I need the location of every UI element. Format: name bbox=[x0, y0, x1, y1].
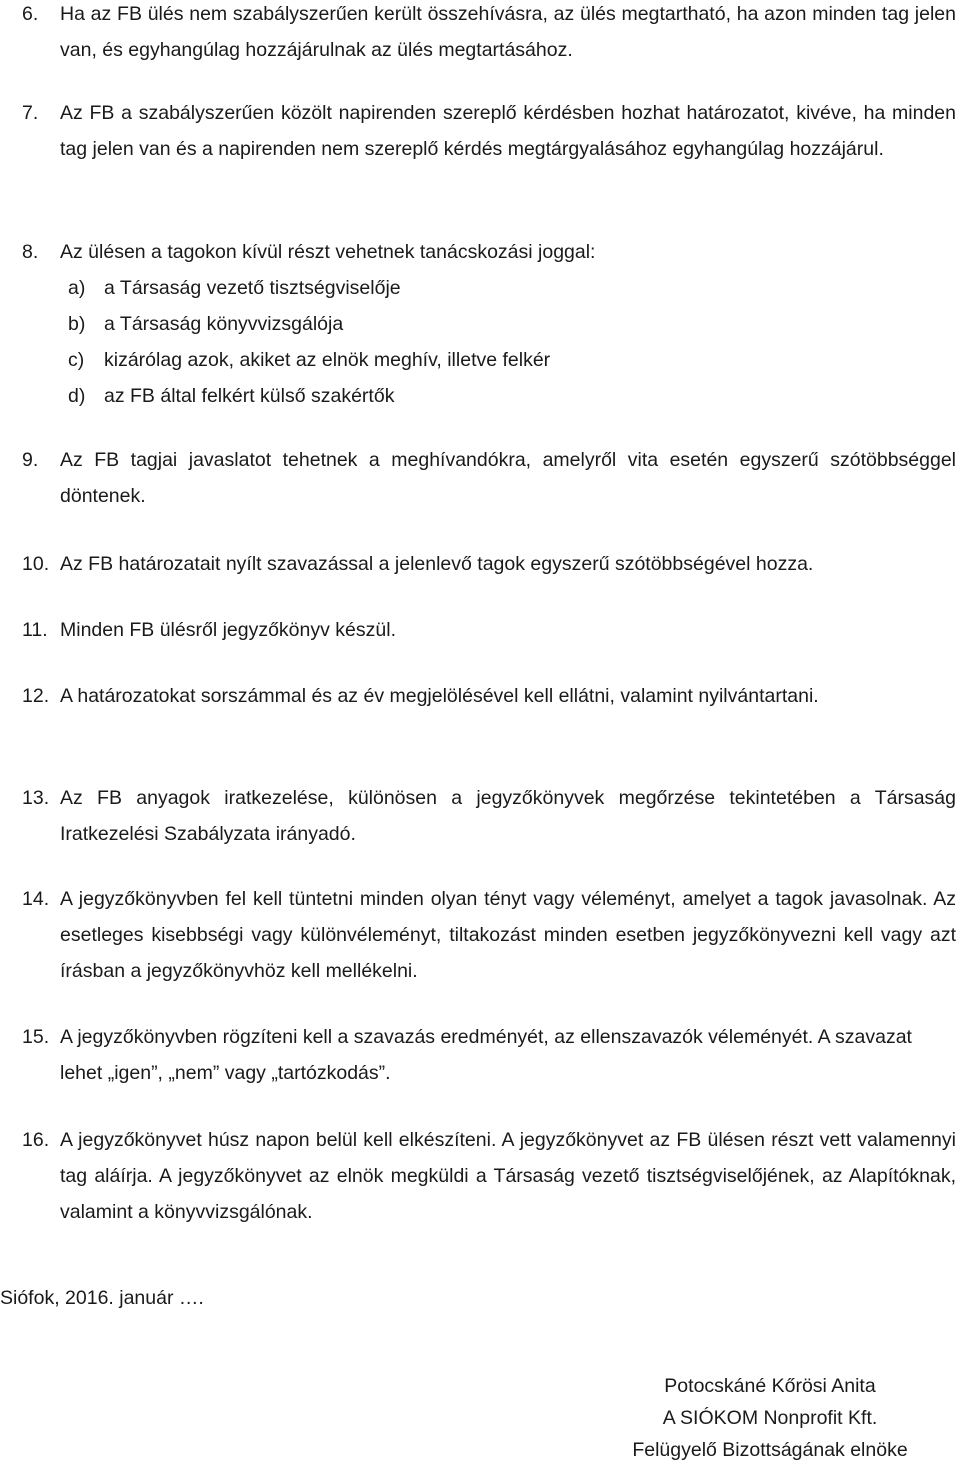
sub-item-text: a Társaság könyvvizsgálója bbox=[104, 313, 344, 335]
item-number: 13. bbox=[22, 787, 50, 809]
signature-block bbox=[600, 1370, 940, 1466]
list-item-8 bbox=[22, 234, 956, 414]
list-item-7 bbox=[22, 95, 956, 167]
sub-item-text: a Társaság vezető tisztségviselője bbox=[104, 277, 401, 299]
sub-item-a bbox=[60, 270, 956, 306]
list-item-9 bbox=[22, 442, 956, 514]
sub-item-text: az FB által felkért külső szakértők bbox=[104, 385, 395, 407]
sub-item-letter: a) bbox=[68, 277, 86, 299]
item-number: 6. bbox=[22, 3, 39, 25]
list-item-11 bbox=[22, 612, 956, 648]
item-number: 15. bbox=[22, 1026, 50, 1048]
item-text: Ha az FB ülés nem szabályszerűen került összehívásra, az ülés megtartható, ha azon minden tag jelen van, és egyhangúlag hozzájárulnak az ülés megtartásához. bbox=[60, 3, 956, 61]
item-text: Az FB anyagok iratkezelése, különösen a jegyzőkönyvek megőrzése tekintetében a Társaság Iratkezelési Szabályzata irányadó. bbox=[60, 787, 956, 845]
sub-list bbox=[60, 270, 956, 414]
sub-item-text: kizárólag azok, akiket az elnök meghív, illetve felkér bbox=[104, 349, 551, 371]
sub-item-letter: b) bbox=[68, 313, 86, 335]
sub-item-letter: d) bbox=[68, 385, 86, 407]
item-number: 8. bbox=[22, 241, 39, 263]
item-body bbox=[60, 234, 956, 414]
item-text: A határozatokat sorszámmal és az év megjelölésével kell ellátni, valamint nyilvántartani. bbox=[60, 685, 819, 707]
item-number: 16. bbox=[22, 1129, 50, 1151]
signatory-organization: A SIÓKOM Nonprofit Kft. bbox=[662, 1407, 878, 1429]
item-number: 9. bbox=[22, 449, 39, 471]
sub-item-c bbox=[60, 342, 956, 378]
place-date: Siófok, 2016. január …. bbox=[0, 1287, 204, 1309]
list-item-10 bbox=[22, 546, 956, 582]
list-item-13 bbox=[22, 780, 956, 852]
signatory-name: Potocskáné Kőrösi Anita bbox=[664, 1375, 876, 1397]
sub-item-d bbox=[60, 378, 956, 414]
item-text: Az FB a szabályszerűen közölt napirenden szereplő kérdésben hozhat határozatot, kivéve, ha minden tag jelen van és a napirenden nem szereplő kérdés megtárgyalásához egyhangúlag hozzájárul. bbox=[60, 102, 956, 160]
item-number: 11. bbox=[22, 619, 48, 641]
item-number: 7. bbox=[22, 102, 39, 124]
list-item-14 bbox=[22, 881, 956, 989]
item-text: Az ülésen a tagokon kívül részt vehetnek tanácskozási joggal: bbox=[60, 241, 596, 263]
list-item-12 bbox=[22, 678, 956, 714]
list-item-6 bbox=[22, 0, 956, 68]
sub-item-b bbox=[60, 306, 956, 342]
item-text: Az FB tagjai javaslatot tehetnek a meghívandókra, amelyről vita esetén egyszerű szótöbbséggel döntenek. bbox=[60, 449, 956, 507]
item-text: A jegyzőkönyvben fel kell tüntetni minden olyan tényt vagy véleményt, amelyet a tagok javasolnak. Az esetleges kisebbségi vagy különvéleményt, tiltakozást minden esetben jegyzőkönyvezni kell vagy azt írásban a jegyzőkönyvhöz kell mellékelni. bbox=[60, 888, 956, 982]
list-item-15 bbox=[22, 1019, 956, 1091]
item-number: 14. bbox=[22, 888, 50, 910]
signatory-role: Felügyelő Bizottságának elnöke bbox=[632, 1439, 908, 1461]
item-text: Minden FB ülésről jegyzőkönyv készül. bbox=[60, 619, 396, 641]
item-number: 12. bbox=[22, 685, 50, 707]
item-text: A jegyzőkönyvet húsz napon belül kell elkészíteni. A jegyzőkönyvet az FB ülésen részt vett valamennyi tag aláírja. A jegyzőkönyvet az elnök megküldi a Társaság vezető tisztségviselőjének, az Alapítóknak, valamint a könyvvizsgálónak. bbox=[60, 1129, 956, 1223]
item-text: Az FB határozatait nyílt szavazással a jelenlevő tagok egyszerű szótöbbségével hozza. bbox=[60, 553, 814, 575]
item-number: 10. bbox=[22, 553, 50, 575]
item-text: A jegyzőkönyvben rögzíteni kell a szavazás eredményét, az ellenszavazók véleményét. A szavazat lehet „igen”, „nem” vagy „tartózkodás”. bbox=[60, 1026, 912, 1084]
sub-item-letter: c) bbox=[68, 349, 85, 371]
list-item-16 bbox=[22, 1122, 956, 1230]
